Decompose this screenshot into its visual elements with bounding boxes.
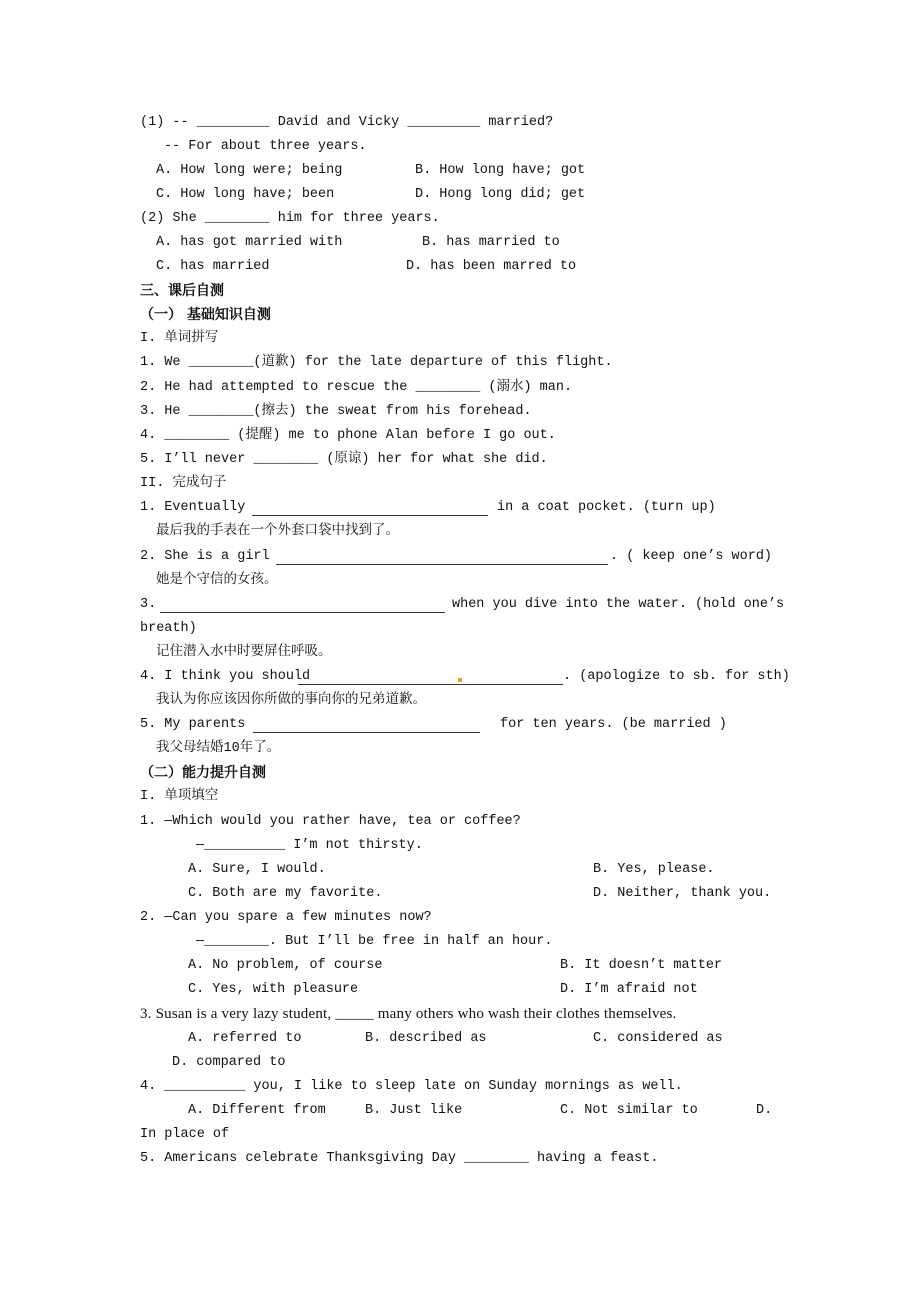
text-line: C. has married (156, 259, 270, 274)
text-line: B. Just like (365, 1103, 463, 1118)
text-line: C. Not similar to (560, 1103, 698, 1118)
text-line: D. Hong long did; get (415, 187, 586, 202)
text-line: 4. __________ you, I like to sleep late on Sunday mornings as well. (140, 1079, 683, 1094)
section-heading: （二）能力提升自测 (140, 765, 266, 781)
text-line: D. compared to (172, 1055, 286, 1070)
text-line: C. considered as (593, 1031, 723, 1046)
text-line: —__________ I’m not thirsty. (196, 838, 423, 853)
text-line: In place of (140, 1127, 230, 1142)
text-line: B. How long have; got (415, 163, 586, 178)
section-heading: 三、课后自测 (140, 283, 224, 299)
text-line: I. 单词拼写 (140, 331, 219, 346)
text-line: (2) She ________ him for three years. (140, 211, 440, 226)
text-line: -- For about three years. (164, 139, 367, 154)
text-line: D. has been marred to (406, 259, 577, 274)
text-line: 她是个守信的女孩。 (156, 573, 278, 588)
text-line: 2. —Can you spare a few minutes now? (140, 910, 432, 925)
text-line: B. It doesn’t matter (560, 958, 723, 973)
text-line: 2. He had attempted to rescue the ________ (溺水) man. (140, 380, 573, 395)
text-line: B. has married to (422, 235, 560, 250)
text-line: 我认为你应该因你所做的事向你的兄弟道歉。 (156, 693, 426, 708)
text-line: I. 单项填空 (140, 789, 219, 804)
answer-blank (252, 515, 488, 516)
text-line: 1. —Which would you rather have, tea or coffee? (140, 814, 521, 829)
text-line: 4. I think you should (140, 669, 311, 684)
text-line: C. Both are my favorite. (188, 886, 383, 901)
text-line: when you dive into the water. (hold one’s (452, 597, 785, 612)
text-line: —________. But I’ll be free in half an hour. (196, 934, 553, 949)
text-line: 2. She is a girl (140, 549, 270, 564)
text-line: for ten years. (be married ) (500, 717, 727, 732)
answer-blank (253, 732, 480, 733)
text-line: 我父母结婚10年了。 (156, 741, 281, 756)
text-line: 3. Susan is a very lazy student, _____ many others who wash their clothes themselves. (140, 1006, 677, 1022)
answer-blank (276, 564, 608, 565)
text-line: 1. Eventually (140, 500, 246, 515)
text-line: B. described as (365, 1031, 487, 1046)
text-line: A. Sure, I would. (188, 862, 326, 877)
text-line: C. How long have; been (156, 187, 335, 202)
text-line: B. Yes, please. (593, 862, 715, 877)
text-line: 最后我的手表在一个外套口袋中找到了。 (156, 524, 399, 539)
text-line: (1) -- _________ David and Vicky _________ married? (140, 115, 554, 130)
text-line: 1. We ________(道歉) for the late departure of this flight. (140, 355, 613, 370)
text-line: II. 完成句子 (140, 476, 227, 491)
text-line: A. referred to (188, 1031, 302, 1046)
text-line: . ( keep one’s word) (610, 549, 773, 564)
text-line: 记住潜入水中时要屏住呼吸。 (156, 645, 332, 660)
text-line: . (apologize to sb. for sth) (563, 669, 790, 684)
text-line: 5. Americans celebrate Thanksgiving Day ________ having a feast. (140, 1151, 659, 1166)
text-line: A. No problem, of course (188, 958, 383, 973)
text-line: D. (756, 1103, 773, 1118)
cursor-marker (458, 678, 462, 682)
text-line: D. I’m afraid not (560, 982, 698, 997)
text-line: A. Different from (188, 1103, 326, 1118)
answer-blank (160, 612, 445, 613)
text-line: A. has got married with (156, 235, 343, 250)
text-line: A. How long were; being (156, 163, 343, 178)
text-line: 3. He ________(擦去) the sweat from his forehead. (140, 404, 532, 419)
text-line: 5. My parents (140, 717, 246, 732)
text-line: D. Neither, thank you. (593, 886, 772, 901)
text-line: 4. ________ (提醒) me to phone Alan before I go out. (140, 428, 556, 443)
text-line: in a coat pocket. (turn up) (497, 500, 716, 515)
answer-blank (298, 684, 563, 685)
text-line: C. Yes, with pleasure (188, 982, 359, 997)
section-heading: （一） 基础知识自测 (140, 307, 271, 323)
text-line: breath) (140, 621, 197, 636)
text-line: 5. I’ll never ________ (原谅) her for what she did. (140, 452, 548, 467)
text-line: 3. (140, 597, 157, 612)
